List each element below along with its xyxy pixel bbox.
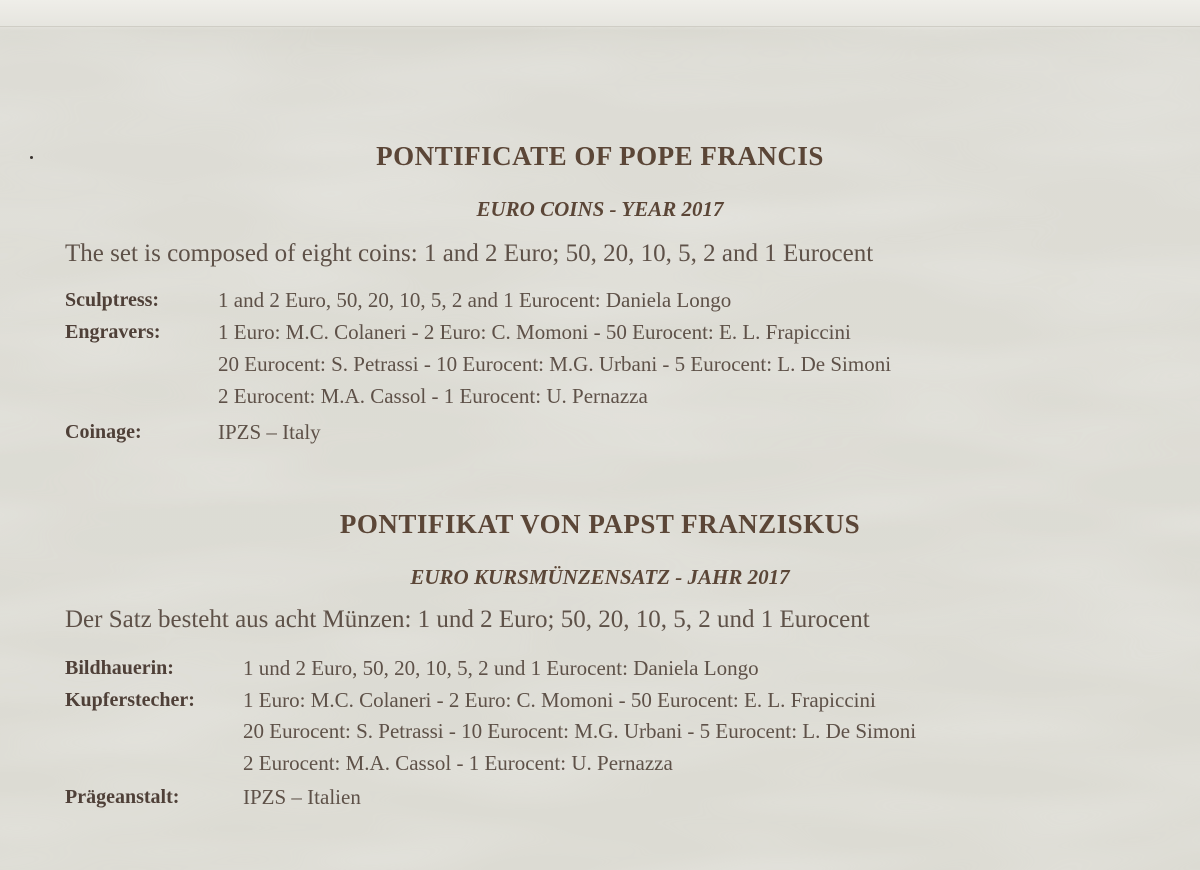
sculptress-value: 1 and 2 Euro, 50, 20, 10, 5, 2 and 1 Eurocent: Daniela Longo bbox=[218, 288, 732, 312]
engravers-label: Engravers: bbox=[65, 321, 161, 343]
praegeanstalt-value: IPZS – Italien bbox=[243, 785, 361, 809]
german-title: PONTIFIKAT VON PAPST FRANZISKUS bbox=[339, 509, 861, 539]
kupferstecher-line: 2 Eurocent: M.A. Cassol - 1 Eurocent: U. Pernazza bbox=[243, 751, 673, 775]
english-intro: The set is composed of eight coins: 1 and 2 Euro; 50, 20, 10, 5, 2 and 1 Eurocent bbox=[65, 240, 874, 267]
coinage-value: IPZS – Italy bbox=[218, 420, 321, 444]
sculptress-label: Sculptress: bbox=[65, 289, 160, 311]
english-title: PONTIFICATE OF POPE FRANCIS bbox=[376, 141, 824, 171]
kupferstecher-line: 1 Euro: M.C. Colaneri - 2 Euro: C. Momoni - 50 Eurocent: E. L. Frapiccini bbox=[243, 688, 876, 712]
engravers-line: 2 Eurocent: M.A. Cassol - 1 Eurocent: U. Pernazza bbox=[218, 384, 648, 408]
engravers-line: 20 Eurocent: S. Petrassi - 10 Eurocent: M.G. Urbani - 5 Eurocent: L. De Simoni bbox=[218, 352, 892, 376]
german-subtitle: EURO KURSMÜNZENSATZ - JAHR 2017 bbox=[410, 565, 790, 589]
german-intro: Der Satz besteht aus acht Münzen: 1 und 2 Euro; 50, 20, 10, 5, 2 und 1 Eurocent bbox=[65, 606, 870, 633]
praegeanstalt-label: Prägeanstalt: bbox=[65, 786, 180, 808]
top-fold-edge bbox=[0, 0, 1200, 27]
engravers-line: 1 Euro: M.C. Colaneri - 2 Euro: C. Momoni - 50 Eurocent: E. L. Frapiccini bbox=[218, 320, 851, 344]
bildhauerin-label: Bildhauerin: bbox=[65, 657, 174, 679]
kupferstecher-label: Kupferstecher: bbox=[65, 689, 195, 711]
coinage-label: Coinage: bbox=[65, 421, 142, 443]
english-subtitle: EURO COINS - YEAR 2017 bbox=[476, 197, 724, 221]
kupferstecher-line: 20 Eurocent: S. Petrassi - 10 Eurocent: M.G. Urbani - 5 Eurocent: L. De Simoni bbox=[243, 719, 917, 743]
bildhauerin-value: 1 und 2 Euro, 50, 20, 10, 5, 2 und 1 Eurocent: Daniela Longo bbox=[243, 656, 759, 680]
